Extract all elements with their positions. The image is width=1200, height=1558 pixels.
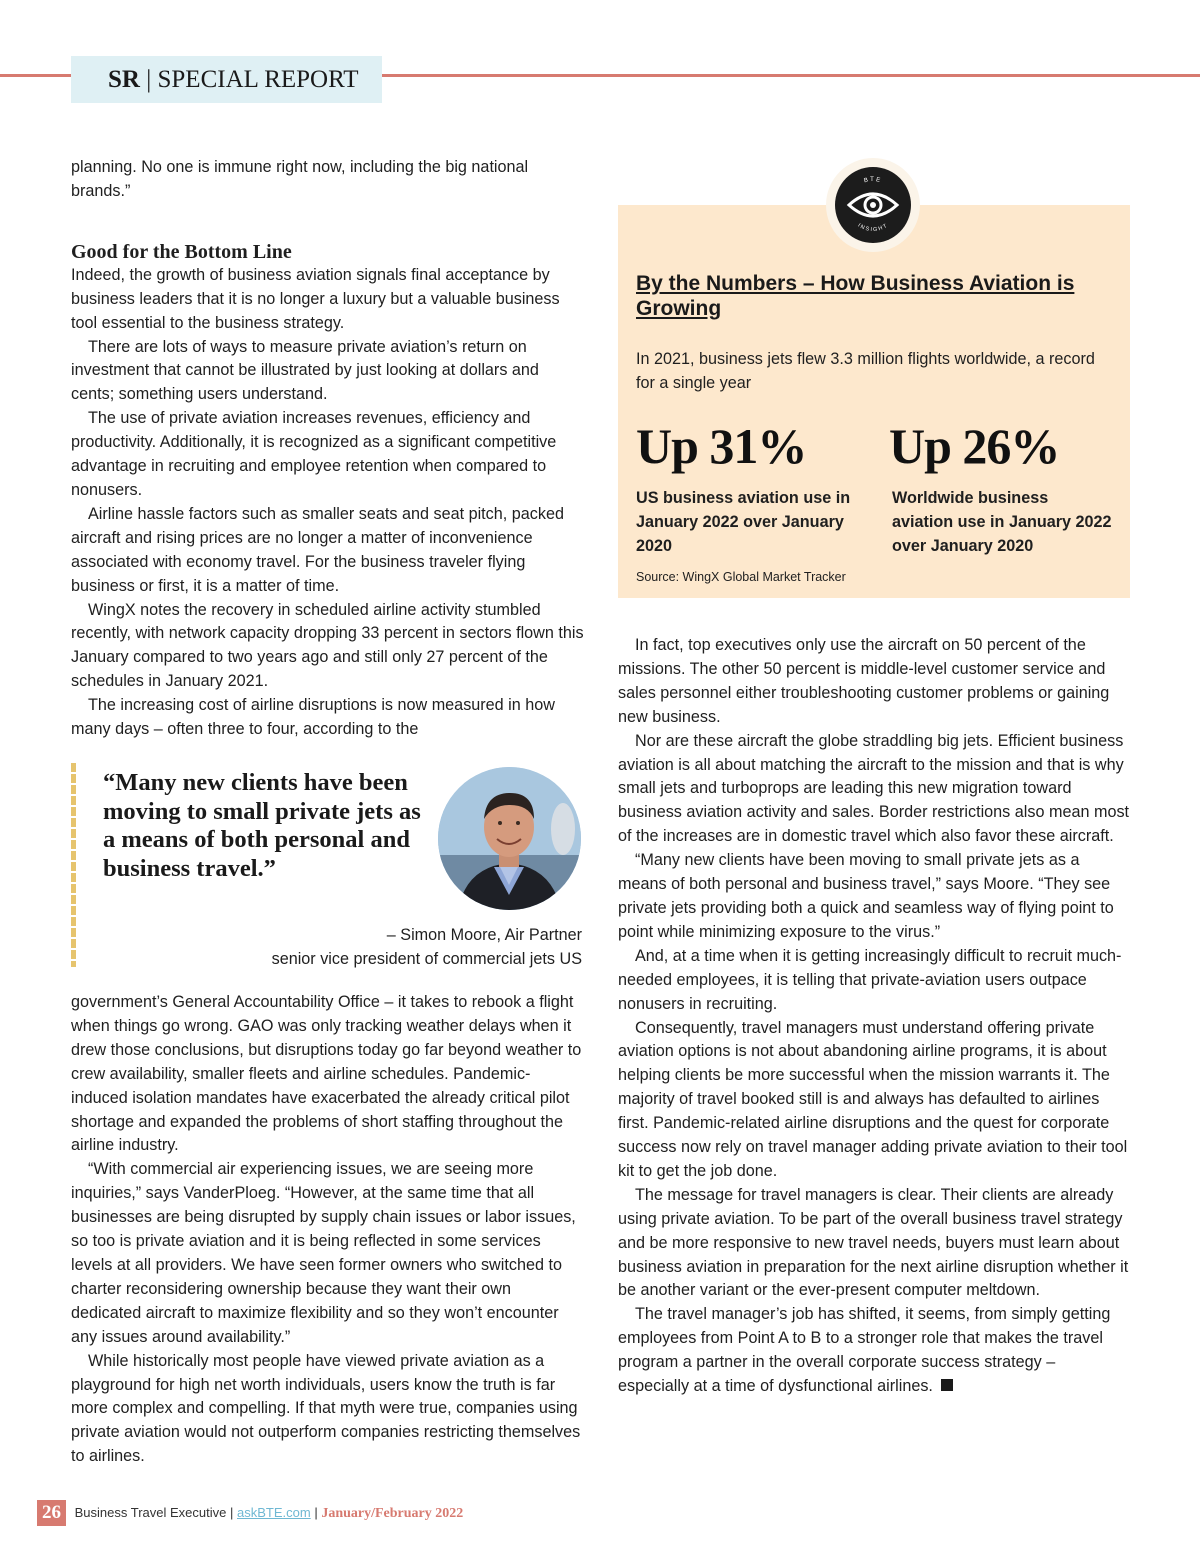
page-number: 26 xyxy=(37,1500,66,1526)
paragraph: Indeed, the growth of business aviation signals final acceptance by business leaders that it is no longer a luxury but a valuable business tool essential to the business strategy. xyxy=(71,265,560,332)
paragraph-final xyxy=(618,1303,1130,1399)
section-abbr: SR xyxy=(108,66,140,93)
stat-desc-worldwide: Worldwide business aviation use in January 2022 over January 2020 xyxy=(892,489,1112,555)
website-link[interactable]: askBTE.com xyxy=(237,1505,311,1520)
paragraph: government’s General Accountability Office – it takes to rebook a flight when things go wrong. GAO was only tracking weather delays when it drew those conclusions, but disruptions today go far beyond weather to crew availability, smaller fleets and airline schedules. Pandemic-induced isolation mandates have exacerbated the already critical pilot shortage and expanded the problems of short staffing throughout the airline industry. xyxy=(71,993,582,1155)
page-footer xyxy=(37,1500,463,1526)
svg-text:INSIGHT xyxy=(856,223,889,234)
svg-text:BTE xyxy=(863,177,882,184)
paragraph: planning. No one is immune right now, including the big national brands.” xyxy=(71,158,529,200)
paragraph: In fact, top executives only use the aircraft on 50 percent of the missions. The other 50 percent is middle-level customer service and sales personnel either troubleshooting customer problems or gaining new business. xyxy=(618,636,1110,726)
sidebar-source: Source: WingX Global Market Tracker xyxy=(636,570,846,584)
sidebar-intro: In 2021, business jets flew 3.3 million flights worldwide, a record for a single year xyxy=(636,350,1095,392)
stat-desc-us: US business aviation use in January 2022 over January 2020 xyxy=(636,489,851,555)
paragraph: And, at a time when it is getting increasingly difficult to recruit much-needed employees, it is telling that private-aviation users outpace nonusers in recruiting. xyxy=(618,946,1122,1013)
paragraph: There are lots of ways to measure private aviation’s return on investment that cannot be illustrated by just looking at dollars and cents; something users understand. xyxy=(71,337,539,404)
attribution-title: senior vice president of commercial jets US xyxy=(271,950,582,968)
article-column-left-bottom xyxy=(71,991,584,1469)
pull-quote-text: “Many new clients have been moving to small private jets as a means of both personal and business travel.” xyxy=(103,769,421,882)
end-mark-icon xyxy=(941,1379,953,1391)
quote-attribution xyxy=(272,923,582,971)
publication-name: Business Travel Executive xyxy=(74,1505,227,1520)
subhead-bottom-line: Good for the Bottom Line xyxy=(71,240,292,263)
badge-bottom-text: INSIGHT xyxy=(856,222,890,234)
paragraph: Consequently, travel managers must understand offering private aviation options is not about abandoning airline programs, it is about helping clients be more successful when the mission warrants it. The majority of travel booked still is and always has defaulted to airlines first. Pandemic-related airline disruptions and the quest for corporate success now rely on travel manager adding private aviation to their tool kit to get the job done. xyxy=(618,1018,1128,1180)
stat-value-us: Up 31% xyxy=(636,418,807,474)
paragraph: “With commercial air experiencing issues, we are seeing more inquiries,” says VanderPloeg. “However, at the same time that all businesses are being disrupted by supply chain issues or labor issues, so too is private aviation and it is being reflected in some services levels at all providers. We have seen former owners who switched to charter reconsidering ownership because they want their own dedicated aircraft to maximize flexibility and so they won’t encounter any issues around availability.” xyxy=(71,1160,576,1346)
paragraph: “Many new clients have been moving to small private jets as a means of both personal and business travel,” says Moore. “They see private jets providing both a quick and seamless way of flying point to point while minimizing exposure to the virus.” xyxy=(618,851,1114,941)
portrait-photo xyxy=(438,767,581,910)
sidebar-title: By the Numbers – How Business Aviation is Growing xyxy=(636,272,1075,320)
eye-icon xyxy=(835,167,911,243)
attribution-name: – Simon Moore, Air Partner xyxy=(386,926,582,944)
article-column-right xyxy=(618,634,1130,1399)
section-name: SPECIAL REPORT xyxy=(157,66,359,93)
section-separator: | xyxy=(146,66,152,93)
badge-top-text: BTE xyxy=(863,177,883,185)
article-column-left-top xyxy=(71,156,584,742)
final-paragraph-text: The travel manager’s job has shifted, it seems, from simply getting employees from Point A to B to a stronger role that makes the travel program a partner in the overall corporate success strategy – especially at a time of dysfunctional airlines. xyxy=(618,1305,1111,1396)
paragraph: The message for travel managers is clear. Their clients are already using private aviation. To be part of the overall business travel strategy and be more responsive to new travel needs, buyers must learn about business aviation in preparation for the next airline disruption whether it be another variant or the ever-present computer meltdown. xyxy=(618,1185,1129,1300)
quote-bar xyxy=(71,763,76,967)
stat-value-worldwide: Up 26% xyxy=(889,418,1060,474)
paragraph: Airline hassle factors such as smaller seats and seat pitch, packed aircraft and rising prices are no longer a matter of inconvenience associated with economy travel. For the business traveler flying business or first, it is a matter of time. xyxy=(71,504,564,595)
footer-separator: | xyxy=(229,1505,234,1520)
issue-date: January/February 2022 xyxy=(321,1506,464,1521)
paragraph: Nor are these aircraft the globe straddling big jets. Efficient business aviation is all about matching the aircraft to the mission and that is why small jets and turboprops are leading this new migration toward business aviation activity and sales. Border restrictions also mean most of the increases are in domestic travel which also favor these aircraft. xyxy=(618,731,1130,846)
section-header xyxy=(71,56,382,103)
paragraph: The increasing cost of airline disruptions is now measured in how many days – often three to four, according to the xyxy=(71,696,555,739)
paragraph: While historically most people have viewed private aviation as a playground for high net worth individuals, users know the truth is far more complex and compelling. If that myth were true, companies using private aviation would not outperform companies restricting themselves to airlines. xyxy=(71,1351,581,1466)
footer-separator: | xyxy=(314,1505,318,1520)
pull-quote-block xyxy=(71,763,584,967)
paragraph: The use of private aviation increases revenues, efficiency and productivity. Additionally, it is recognized as a significant competitive advantage in recruiting and employee retention when compared to nonusers. xyxy=(71,409,557,499)
paragraph: WingX notes the recovery in scheduled airline activity stumbled recently, with network capacity dropping 33 percent in sectors flown this January compared to two years ago and still only 27 percent of the schedules in January 2021. xyxy=(71,600,584,691)
